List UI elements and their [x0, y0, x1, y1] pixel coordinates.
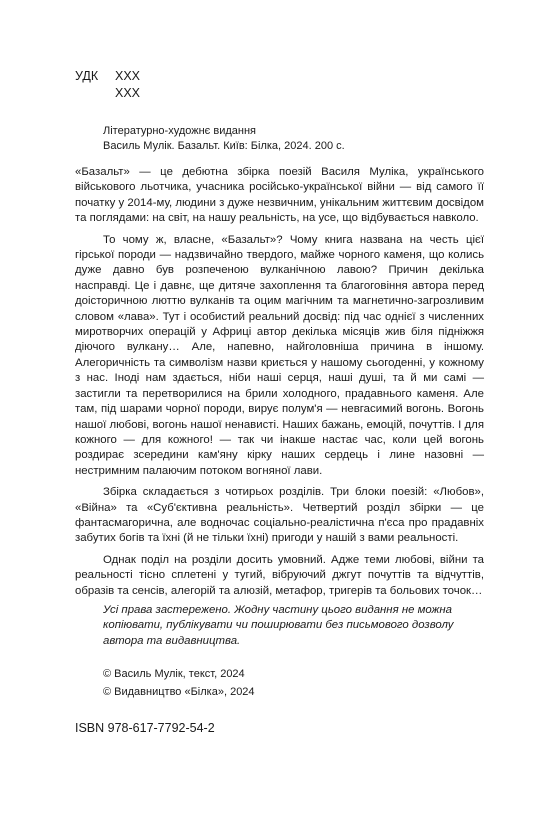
rights-notice: Усі права застережено. Жодну частину цього видання не можна копіювати, публікувати чи поширювати без письмового дозволу автора та видавництва.	[103, 604, 454, 647]
paragraph: То чому ж, власне, «Базальт»? Чому книга названа на честь цієї гірської породи — надзвичайно твердого, майже чорного каменя, що колись дуже давно був розпеченою вулканічною лавою? Причин декілька насправді. Це і давнє, ще дитяче захоплення та благоговіння автора перед доісторичною люттю вулканів та оцим магічним та магнетично-загрозливим словом «лава». Тут і особистий реальний досвід: під час однієї з численних миротворчих операцій у Африці автор декілька місяців жив біля підніжжя діючого вулкану… Але, напевно, найголовніша причина в іншому. Алегоричність та символізм назви криється у нашому сьогоденні, у кожному з нас. Іноді нам здається, ніби наші серця, наші душі, та й ми самі — застигли та перетворилися на брили холодного, прадавнього каменя. Але там, під шарами чорної породи, вирує полум'я — невгасимий вогонь. Вогонь нашої любові, вогонь нашої ненависті. Наших бажань, емоцій, почуттів. І для кожного — для кожного! — так чи інакше настає час, коли цей вогонь роздирає зсередини кам'яну кірку наших сердець і лине назовні — нестримним палаючим потоком вогняної лави.	[75, 233, 484, 477]
udk-block	[75, 68, 140, 102]
citation: Василь Мулік. Базальт. Київ: Білка, 2024. 200 с.	[103, 140, 345, 152]
paragraph: Однак поділ на розділи досить умовний. Адже теми любові, війни та реальності тісно сплетені у тугий, вібруючий джгут почуттів та відчуттів, образів та сенсів, алегорій та алюзій, метафор, тригерів та больових точок…	[75, 553, 484, 597]
isbn: ISBN 978-617-7792-54-2	[75, 721, 215, 735]
annotation-text	[75, 165, 484, 599]
copyright-block	[103, 665, 255, 701]
udk-row-2	[75, 85, 140, 102]
bibliographic-record	[103, 124, 345, 154]
paragraph: Збірка складається з чотирьох розділів. Три блоки поезій: «Любов», «Війна» та «Суб'єктивна реальність». Четвертий розділ збірки — це фантасмагорична, але водночас соціально-реалістична п'єса про прадавніх забутих богів та їхні (й не тільки їхні) пригоди у нашій з вами реальності.	[75, 486, 484, 545]
udk-row-1	[75, 68, 140, 85]
paragraph: «Базальт» — це дебютна збірка поезій Василя Муліка, українського військового льотчика, учасника російсько-української війни — від самого її початку у 2014-му, людини з дуже незвичним, унікальним життєвим досвідом та поглядами: на світ, на нашу реальність, на усе, що відбувається навколо.	[75, 166, 484, 225]
udk-code-1: ХХХ	[115, 69, 141, 83]
edition-genre: Літературно-художнє видання	[103, 125, 256, 137]
copyright-author: © Василь Мулік, текст, 2024	[103, 668, 245, 680]
udk-code-2: ХХХ	[115, 86, 141, 100]
udk-label: УДК	[75, 69, 99, 83]
copyright-publisher: © Видавництво «Білка», 2024	[103, 686, 255, 698]
